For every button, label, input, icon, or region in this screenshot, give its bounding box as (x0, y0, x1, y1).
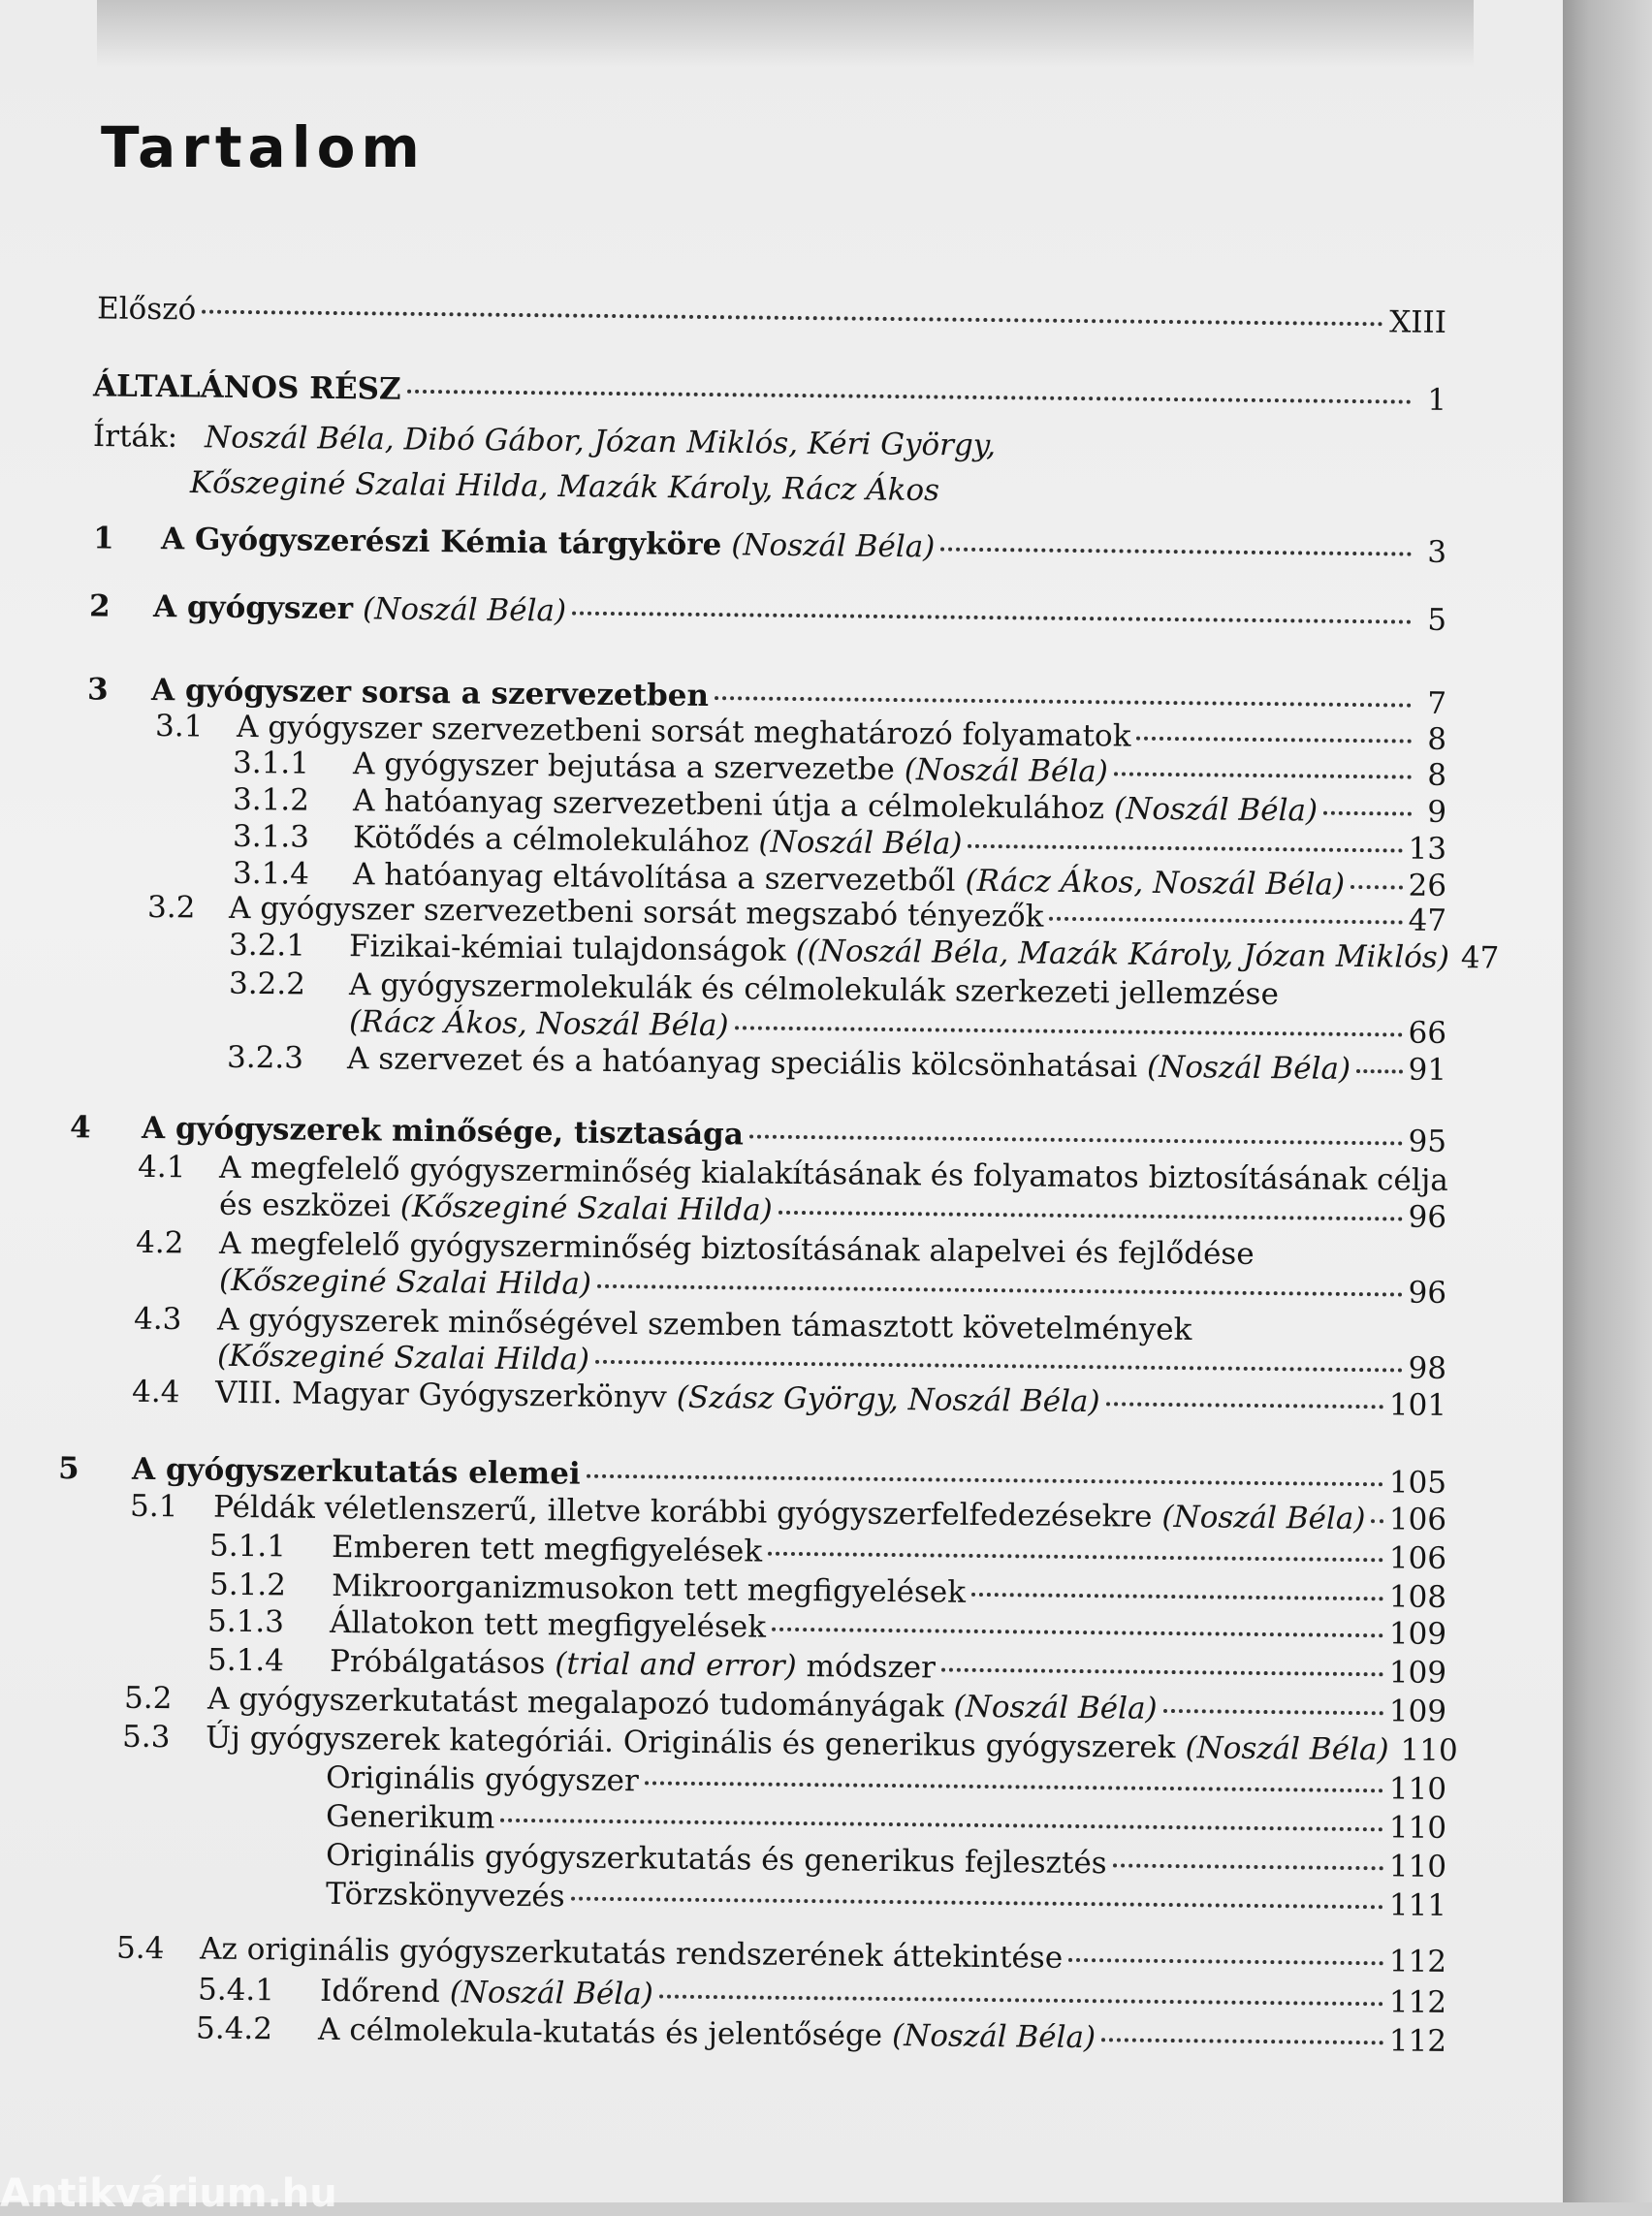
entry-number: 3 (87, 672, 151, 708)
leader-dots (1068, 1958, 1383, 1965)
entry-number: 5.1.1 (209, 1529, 332, 1565)
entry-text: Időrend (320, 1974, 440, 2010)
entry-page: 1 (1417, 383, 1446, 418)
entry-number: 3.2.3 (227, 1040, 347, 1076)
entry-text: Előszó (97, 291, 196, 327)
leader-dots (1106, 1402, 1383, 1409)
entry-text: Állatokon tett megfigyelések (330, 1605, 766, 1645)
leader-dots (571, 1897, 1383, 1910)
entry-text: Originális gyógyszer (326, 1760, 639, 1798)
entry-number: 5.2 (124, 1681, 207, 1717)
entry-number: 5.4.2 (196, 2010, 318, 2046)
leader-dots (587, 1474, 1383, 1487)
entry-page: 47 (1461, 940, 1500, 975)
entry-number: 2 (89, 588, 153, 624)
leader-dots (1371, 1519, 1382, 1523)
entry-number: 5.1 (130, 1489, 213, 1525)
entry-number: 3.1 (155, 709, 237, 744)
leader-dots (595, 1360, 1403, 1373)
entry-page: 7 (1417, 686, 1446, 721)
entry-author: (Noszál Béla) (758, 825, 962, 862)
entry-text: A gyógyszer (153, 589, 353, 626)
authors-names: Noszál Béla, Dibó Gábor, Józan Miklós, Kéri György, (205, 420, 996, 463)
entry-text: A megfelelő gyógyszerminőség biztosításának alapelvei és fejlődése (219, 1226, 1255, 1272)
entry-text: A szervezet és a hatóanyag speciális kölcsönhatásai (347, 1041, 1137, 1085)
entry-text: A hatóanyag szervezetbeni útja a célmolekulához (353, 783, 1104, 826)
leader-dots (1113, 1863, 1383, 1870)
entry-author: (Rácz Ákos, Noszál Béla) (965, 864, 1345, 902)
authors-line-1 (93, 419, 996, 463)
leader-dots (1323, 811, 1412, 816)
entry-author: ((Noszál Béla, Mazák Károly, Józan Miklós) (795, 934, 1449, 975)
entry-author: (Noszál Béla) (1114, 791, 1318, 828)
entry-page: 112 (1389, 2023, 1447, 2059)
entry-number: 5.3 (122, 1720, 206, 1756)
page-title: Tartalom (101, 114, 426, 180)
entry-author: (trial and error) (555, 1646, 797, 1684)
leader-dots (500, 1819, 1383, 1832)
entry-text: A Gyógyszerészi Kémia tárgyköre (161, 522, 722, 562)
entry-page: 98 (1408, 1351, 1446, 1386)
entry-page: 3 (1417, 535, 1446, 570)
leader-dots (735, 1026, 1403, 1036)
toc-entry (89, 588, 1446, 644)
entry-text: Generikum (326, 1799, 495, 1836)
entry-text: A gyógyszer szervezetbeni sorsát megszabó tényezők (229, 891, 1044, 934)
page-gutter (1563, 0, 1652, 2202)
entry-number: 4 (70, 1110, 142, 1146)
entry-page: 110 (1389, 1810, 1447, 1846)
entry-page: 101 (1389, 1387, 1447, 1423)
entry-number: 3.2.2 (229, 966, 349, 1002)
leader-dots (778, 1211, 1403, 1221)
entry-author: (Rácz Ákos, Noszál Béla) (349, 1004, 729, 1043)
entry-page: 106 (1389, 1502, 1447, 1537)
leader-dots (1163, 1709, 1383, 1715)
entry-text: Originális gyógyszerkutatás és generikus fejlesztés (326, 1838, 1107, 1881)
entry-page: 9 (1417, 795, 1446, 830)
entry-text: Új gyógyszerek kategóriái. Originális és generikus gyógyszerek (206, 1721, 1176, 1765)
entry-text-tail: módszer (806, 1649, 936, 1685)
leader-dots (1356, 1069, 1403, 1073)
leader-dots (715, 696, 1412, 708)
leader-dots (1101, 2038, 1383, 2044)
entry-number: 4.3 (134, 1302, 217, 1338)
entry-text: A gyógyszerkutatást megalapozó tudományágak (207, 1682, 944, 1725)
entry-page: 110 (1389, 1849, 1447, 1884)
entry-text: Példák véletlenszerű, illetve korábbi gyógyszerfelfedezésekre (213, 1490, 1153, 1535)
entry-text: és eszközei (219, 1187, 391, 1224)
entry-author: (Kőszeginé Szalai Hilda) (219, 1263, 591, 1302)
entry-text: ÁLTALÁNOS RÉSZ (93, 368, 401, 406)
entry-number: 3.2 (147, 890, 229, 926)
entry-number: 5.4.1 (198, 1973, 320, 2009)
entry-number: 5.1.2 (209, 1567, 332, 1603)
entry-page: 112 (1389, 1944, 1447, 1979)
entry-page: 106 (1389, 1540, 1447, 1576)
entry-page: 5 (1417, 603, 1446, 638)
entry-page: 110 (1400, 1733, 1458, 1769)
leader-dots (1114, 772, 1412, 778)
entry-text: A megfelelő gyógyszerminőség kialakításának és folyamatos biztosításának célja (219, 1151, 1448, 1198)
entry-text: A gyógyszerkutatás elemei (132, 1452, 581, 1492)
entry-author: (Noszál Béla) (1185, 1730, 1388, 1767)
entry-author: (Szász György, Noszál Béla) (677, 1380, 1100, 1420)
entry-text: Emberen tett megfigyelések (332, 1530, 762, 1569)
entry-text: A hatóanyag eltávolítása a szervezetből (353, 857, 956, 899)
watermark: Antikvárium.hu (0, 2171, 337, 2216)
entry-page: 26 (1408, 869, 1446, 903)
leader-dots (597, 1284, 1403, 1297)
entry-page: 112 (1389, 1984, 1447, 2020)
entry-page: 8 (1417, 758, 1446, 793)
leader-dots (1350, 885, 1403, 890)
entry-author: (Noszál Béla) (1147, 1050, 1350, 1087)
entry-text: Mikroorganizmusokon tett megfigyelések (332, 1568, 966, 1610)
entry-number: 4.1 (138, 1150, 219, 1186)
entry-page: 96 (1408, 1200, 1446, 1235)
leader-dots (971, 1593, 1383, 1600)
entry-number: 3.1.1 (233, 745, 353, 781)
entry-number: 5.4 (116, 1931, 200, 1967)
entry-author: (Noszál Béla) (892, 2018, 1096, 2055)
entry-text: A gyógyszerek minősége, tisztasága (142, 1111, 744, 1152)
entry-text: A gyógyszerek minőségével szemben támasztott követelmények (217, 1302, 1192, 1347)
leader-dots (768, 1552, 1383, 1563)
entry-text: A gyógyszermolekulák és célmolekulák szerkezeti jellemzése (349, 967, 1279, 1012)
entry-number: 3.1.2 (233, 782, 353, 818)
authors-line-2 (190, 465, 939, 508)
leader-dots (772, 1628, 1383, 1638)
entry-number: 3.1.3 (233, 819, 353, 855)
entry-author: (Noszál Béla) (1161, 1500, 1365, 1536)
leader-dots (941, 1668, 1383, 1677)
entry-number: 1 (93, 521, 161, 556)
entry-text: A gyógyszer sorsa a szervezetben (151, 673, 709, 713)
toc-entry (93, 521, 1446, 576)
entry-page: 95 (1408, 1124, 1446, 1159)
leader-dots (407, 390, 1412, 404)
entry-page: 8 (1417, 722, 1446, 757)
entry-author: (Noszál Béla) (905, 752, 1108, 789)
entry-page: 91 (1408, 1053, 1446, 1088)
entry-number: 3.2.1 (229, 928, 349, 964)
entry-text: Fizikai-kémiai tulajdonságok (349, 929, 786, 968)
entry-text: Törzskönyvezés (326, 1877, 565, 1915)
entry-page: 108 (1389, 1579, 1447, 1615)
entry-number: 5.1.4 (207, 1643, 330, 1679)
entry-text: A gyógyszer szervezetbeni sorsát meghatározó folyamatok (237, 710, 1131, 754)
entry-page: 109 (1389, 1694, 1447, 1729)
leader-dots (940, 548, 1412, 556)
leader-dots (202, 310, 1383, 327)
entry-author: (Kőszeginé Szalai Hilda) (217, 1339, 589, 1377)
entry-text: Próbálgatásos (330, 1644, 546, 1681)
entry-author: (Noszál Béla) (953, 1690, 1157, 1726)
entry-page: 96 (1408, 1276, 1446, 1311)
entry-page: 109 (1389, 1616, 1447, 1652)
authors-label: Írták: (93, 419, 178, 455)
entry-page: 66 (1408, 1016, 1446, 1051)
entry-text: Az originális gyógyszerkutatás rendszerének áttekintése (200, 1932, 1063, 1976)
leader-dots (1136, 737, 1412, 744)
leader-dots (659, 1994, 1383, 2006)
leader-dots (572, 612, 1412, 624)
toc-entry-altalanos (93, 368, 1446, 424)
authors-names: Kőszeginé Szalai Hilda, Mazák Károly, Rácz Ákos (190, 465, 939, 508)
entry-page: XIII (1389, 304, 1446, 340)
leader-dots (1049, 917, 1402, 925)
entry-page: 109 (1389, 1655, 1447, 1691)
entry-text: Kötődés a célmolekulához (353, 820, 749, 859)
entry-number: 4.2 (136, 1225, 219, 1261)
leader-dots (749, 1134, 1403, 1145)
leader-dots (645, 1781, 1383, 1792)
entry-page: 110 (1389, 1771, 1447, 1807)
entry-page: 111 (1389, 1887, 1447, 1923)
entry-author: (Noszál Béla) (450, 1975, 653, 2011)
entry-number: 5.1.3 (207, 1604, 330, 1640)
entry-text: A gyógyszer bejutása a szervezetbe (353, 746, 895, 787)
entry-number: 5 (58, 1451, 132, 1487)
entry-number: 4.4 (132, 1375, 215, 1410)
entry-author: (Kőszeginé Szalai Hilda) (400, 1189, 773, 1228)
entry-text: VIII. Magyar Gyógyszerkönyv (215, 1376, 667, 1415)
toc-entry-eloszo (97, 291, 1446, 346)
entry-page: 13 (1408, 832, 1446, 867)
entry-text: A célmolekula-kutatás és jelentősége (318, 2012, 882, 2053)
entry-author: (Noszál Béla) (731, 527, 935, 564)
entry-page: 47 (1408, 903, 1446, 938)
leader-dots (968, 844, 1402, 853)
entry-author: (Noszál Béla) (363, 591, 566, 628)
entry-number: 3.1.4 (233, 856, 353, 892)
entry-page: 105 (1389, 1465, 1447, 1501)
